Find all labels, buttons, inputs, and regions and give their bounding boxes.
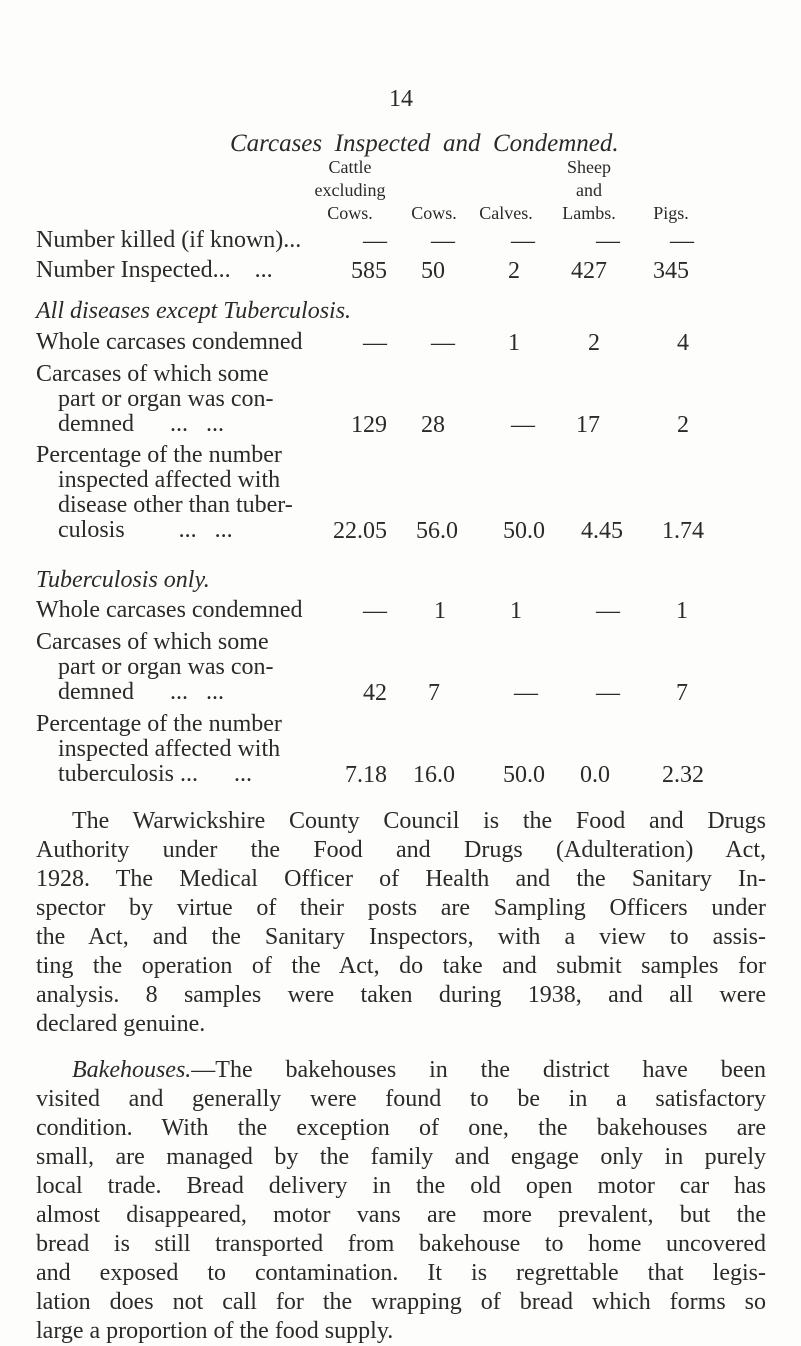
table-cell: 129 bbox=[351, 412, 387, 438]
table-cell: 2 bbox=[677, 412, 689, 438]
row-label-part-condemned-tb: Carcases of which some part or organ was con- demned ... ... bbox=[36, 629, 274, 705]
row-label-whole-condemned-tb: Whole carcases condemned bbox=[36, 597, 303, 623]
table-cell: 427 bbox=[571, 258, 607, 284]
table-cell: 345 bbox=[653, 258, 689, 284]
table-cell: 1.74 bbox=[662, 518, 704, 544]
table-cell: 585 bbox=[351, 258, 387, 284]
table-cell: 1 bbox=[676, 598, 688, 624]
table-cell: 28 bbox=[421, 412, 445, 438]
table-cell: 50 bbox=[421, 258, 445, 284]
table-title: Carcases Inspected and Condemned. bbox=[230, 130, 619, 157]
table-cell: 50.0 bbox=[503, 762, 545, 788]
table-cell: 7 bbox=[676, 680, 688, 706]
table-cell: — bbox=[431, 330, 455, 356]
column-header-sheep: Sheep and Lambs. bbox=[562, 157, 616, 223]
row-label-inspected: Number Inspected... ... bbox=[36, 257, 273, 283]
table-cell: 0.0 bbox=[580, 762, 610, 788]
table-cell: 42 bbox=[363, 680, 387, 706]
column-header-cows: Cows. bbox=[411, 203, 457, 223]
table-cell: — bbox=[511, 412, 535, 438]
table-cell: 22.05 bbox=[333, 518, 387, 544]
bakehouses-heading: Bakehouses. bbox=[72, 1057, 192, 1083]
table-cell: 4 bbox=[677, 330, 689, 356]
table-cell: 50.0 bbox=[503, 518, 545, 544]
table-cell: — bbox=[363, 228, 387, 254]
section-heading-tuberculosis: Tuberculosis only. bbox=[36, 567, 210, 593]
row-label-part-condemned: Carcases of which some part or organ was con- demned ... ... bbox=[36, 361, 274, 437]
table-cell: 2 bbox=[508, 258, 520, 284]
table-cell: — bbox=[431, 228, 455, 254]
table-cell: 4.45 bbox=[581, 518, 623, 544]
section-heading-all-diseases: All diseases except Tuberculosis. bbox=[36, 298, 352, 324]
table-cell: — bbox=[511, 228, 535, 254]
table-cell: 2 bbox=[588, 330, 600, 356]
page-number: 14 bbox=[389, 86, 413, 112]
table-cell: — bbox=[514, 680, 538, 706]
table-cell: 16.0 bbox=[413, 762, 455, 788]
row-label-whole-condemned: Whole carcases condemned bbox=[36, 329, 303, 355]
row-label-percentage-tb: Percentage of the number inspected affected with tuberculosis ... ... bbox=[36, 711, 282, 787]
row-label-killed: Number killed (if known)... bbox=[36, 227, 302, 253]
table-cell: 2.32 bbox=[662, 762, 704, 788]
column-header-pigs: Pigs. bbox=[653, 203, 689, 223]
paragraph-food-and-drugs: The Warwickshire County Council is the Food and Drugs Authority under the Food and Drugs (Adulteration) Act, 1928. The Medical Officer of Health and the Sanitary In- spector by virtue of their posts are Sampling Officers under the Act, and the Sanitary Inspectors, with a view to assis- ting the operation of the Act, do take and submit samples for analysis. 8 samples were taken during 1938, and all were declared genuine. bbox=[36, 808, 766, 1037]
table-cell: 17 bbox=[576, 412, 600, 438]
column-header-cattle: Cattle excluding Cows. bbox=[314, 157, 386, 223]
table-cell: — bbox=[596, 228, 620, 254]
table-cell: — bbox=[596, 598, 620, 624]
table-cell: — bbox=[670, 228, 694, 254]
table-cell: 56.0 bbox=[416, 518, 458, 544]
table-cell: — bbox=[363, 330, 387, 356]
column-header-calves: Calves. bbox=[479, 203, 533, 223]
table-cell: 1 bbox=[510, 598, 522, 624]
table-cell: 1 bbox=[508, 330, 520, 356]
table-cell: 7 bbox=[428, 680, 440, 706]
table-cell: 1 bbox=[434, 598, 446, 624]
table-cell: — bbox=[363, 598, 387, 624]
paragraph-bakehouses: Bakehouses.—The bakehouses in the district have been visited and generally were found to be in a satisfactory condition. With the exception of one, the bakehouses are small, are managed by the family and engage only in purely local trade. Bread delivery in the old open motor car has almost disappeared, motor vans are more prevalent, but the bread is still transported from bakehouse to home uncovered and exposed to contamination. It is regrettable that legis- lation does not call for the wrapping of bread which forms so large a proportion of the food supply. bbox=[36, 1057, 766, 1344]
table-cell: 7.18 bbox=[345, 762, 387, 788]
row-label-percentage: Percentage of the number inspected affected with disease other than tuber- culosis ... ... bbox=[36, 442, 293, 543]
table-cell: — bbox=[596, 680, 620, 706]
